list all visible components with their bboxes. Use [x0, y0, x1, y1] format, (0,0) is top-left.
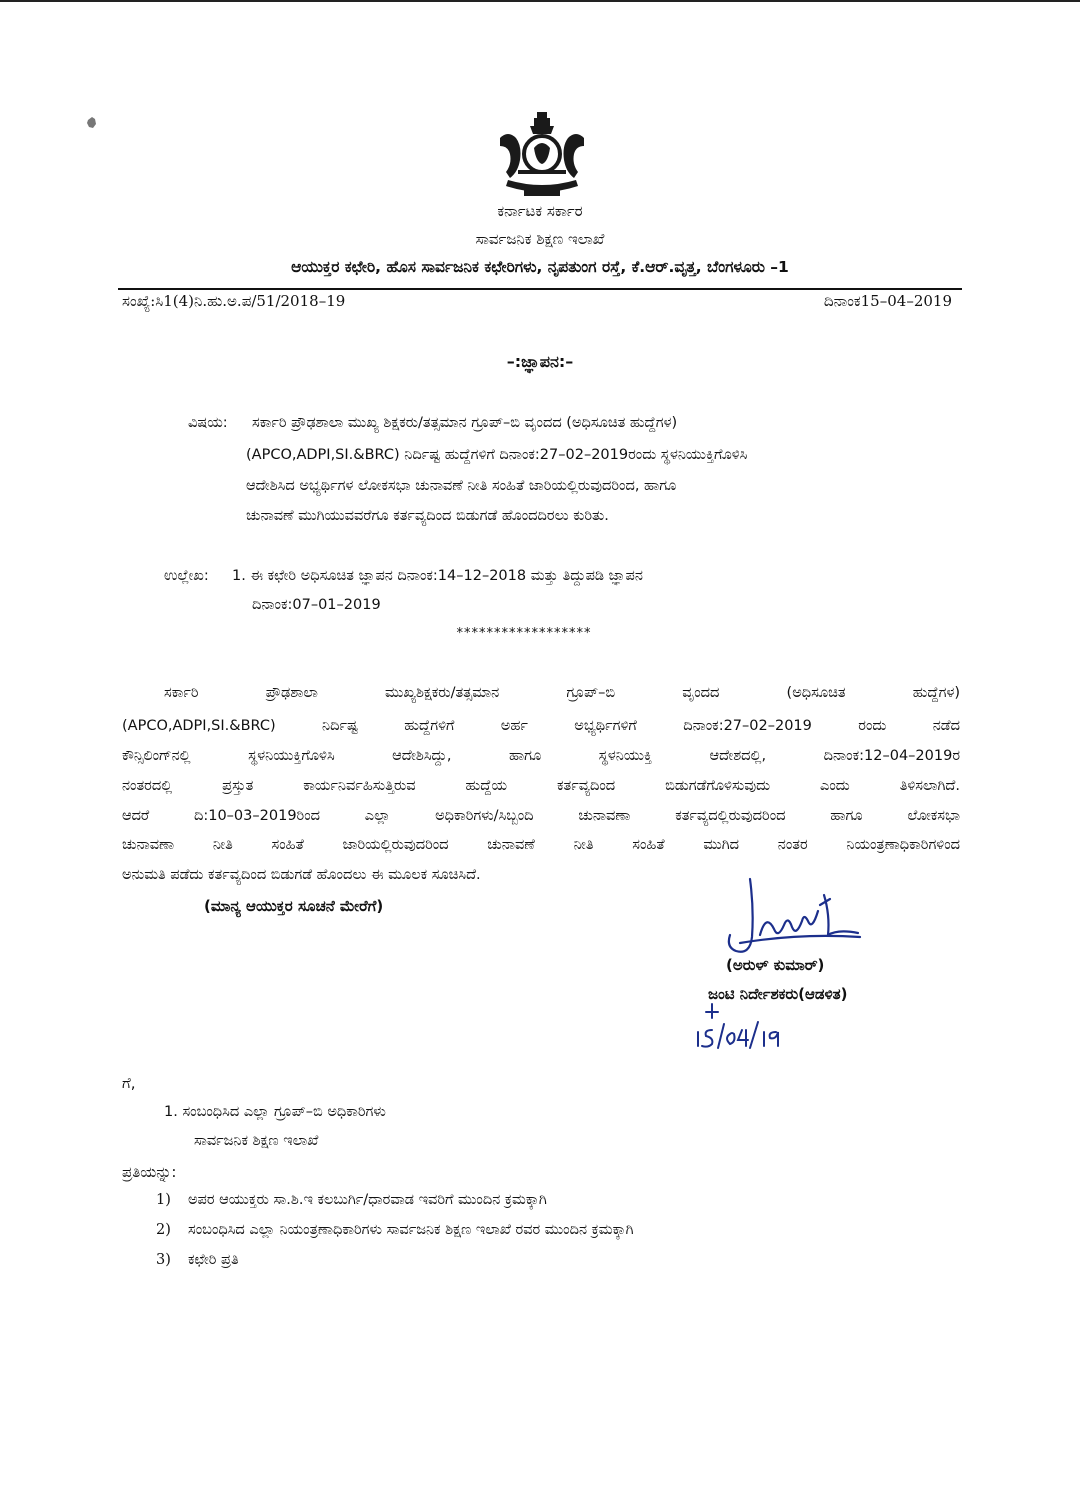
- body-line: ಚುನಾವಣಾ ನೀತಿ ಸಂಹಿತೆ ಜಾರಿಯಲ್ಲಿರುವುದರಿಂದ ಚುನಾವಣೆ ನೀತಿ ಸಂಹಿತೆ ಮುಗಿದ ನಂತರ ನಿಯಂತ್ರಣಾಧಿಕಾರಿಗಳಿಂದ: [122, 837, 960, 853]
- reference-line: ದಿನಾಂಕ:07–01–2019: [252, 597, 381, 613]
- copy-label: ಪ್ರತಿಯನ್ನು:: [122, 1163, 177, 1181]
- copy-item-number: 3): [156, 1252, 171, 1268]
- handwritten-signature: [720, 875, 870, 965]
- copy-item-text: ಅಪರ ಆಯುಕ್ತರು ಸಾ.ಶಿ.ಇ ಕಲಬುರ್ಗಿ/ಧಾರವಾಡ ಇವರಿಗೆ ಮುಂದಿನ ಕ್ರಮಕ್ಕಾಗಿ: [188, 1192, 547, 1208]
- recipient-line: ಸಾರ್ವಜನಿಕ ಶಿಕ್ಷಣ ಇಲಾಖೆ: [194, 1133, 319, 1149]
- subject-line: ಚುನಾವಣೆ ಮುಗಿಯುವವರೆಗೂ ಕರ್ತವ್ಯದಿಂದ ಬಿಡುಗಡೆ ಹೊಂದದಿರಲು ಕುರಿತು.: [246, 508, 609, 524]
- body-line: ನಂತರದಲ್ಲಿ ಪ್ರಸ್ತುತ ಕಾರ್ಯನಿರ್ವಹಿಸುತ್ತಿರುವ ಹುದ್ದೆಯ ಕರ್ತವ್ಯದಿಂದ ಬಿಡುಗಡೆಗೊಳಿಸುವುದು ಎಂದು ತಿಳಿಸಲಾಗಿದೆ.: [122, 778, 960, 794]
- government-name: ಕರ್ನಾಟಕ ಸರ್ಕಾರ: [497, 202, 583, 220]
- subject-line: ಸರ್ಕಾರಿ ಪ್ರೌಢಶಾಲಾ ಮುಖ್ಯ ಶಿಕ್ಷಕರು/ತತ್ಸಮಾನ ಗ್ರೂಪ್–ಬಿ ವೃಂದದ (ಅಧಿಸೂಚಿತ ಹುದ್ದೆಗಳ): [252, 415, 678, 431]
- handwritten-date: [694, 1002, 784, 1050]
- copy-item-text: ಕಛೇರಿ ಪ್ರತಿ: [188, 1252, 239, 1268]
- scan-speck: [86, 116, 98, 130]
- body-line: ಕೌನ್ಸಿಲಿಂಗ್‌ನಲ್ಲಿ ಸ್ಥಳನಿಯುಕ್ತಿಗೊಳಿಸಿ ಆದೇಶಿಸಿದ್ದು, ಹಾಗೂ ಸ್ಥಳನಿಯುಕ್ತಿ ಆದೇಶದಲ್ಲಿ, ದಿನಾಂಕ:12–04–2019ರ: [122, 748, 960, 764]
- subject-label: ವಿಷಯ:: [188, 415, 228, 431]
- copy-item-text: ಸಂಬಂಧಿಸಿದ ಎಲ್ಲಾ ನಿಯಂತ್ರಣಾಧಿಕಾರಿಗಳು ಸಾರ್ವಜನಿಕ ಶಿಕ್ಷಣ ಇಲಾಖೆ ರವರ ಮುಂದಿನ ಕ್ರಮಕ್ಕಾಗಿ: [188, 1222, 634, 1238]
- copy-item: [156, 1192, 547, 1208]
- reference-number: ಸಂಖ್ಯೆ:ಸಿ1(4)ನಿ.ಹು.ಅ.ಪ/51/2018–19: [122, 292, 346, 310]
- copy-item-number: 2): [156, 1222, 171, 1238]
- body-line: (APCO,ADPI,SI.&BRC) ನಿರ್ದಿಷ್ಟ ಹುದ್ದೆಗಳಿಗೆ ಅರ್ಹ ಅಭ್ಯರ್ಥಿಗಳಿಗೆ ದಿನಾಂಕ:27–02–2019 ರಂದು ನಡೆದ: [122, 718, 960, 734]
- body-line: ಆದರೆ ದಿ:10–03–2019ರಿಂದ ಎಲ್ಲಾ ಅಧಿಕಾರಿಗಳು/ಸಿಬ್ಬಂದಿ ಚುನಾವಣಾ ಕರ್ತವ್ಯದಲ್ಲಿರುವುದರಿಂದ ಹಾಗೂ ಲೋಕಸಭಾ: [122, 808, 960, 824]
- to-label: ಗೆ,: [122, 1074, 136, 1092]
- instruction-note: (ಮಾನ್ಯ ಆಯುಕ್ತರ ಸೂಚನೆ ಮೇರೆಗೆ): [204, 897, 384, 915]
- department-name: ಸಾರ್ವಜನಿಕ ಶಿಕ್ಷಣ ಇಲಾಖೆ: [475, 230, 605, 248]
- body-line: ಸರ್ಕಾರಿ ಪ್ರೌಢಶಾಲಾ ಮುಖ್ಯಶಿಕ್ಷಕರು/ತತ್ಸಮಾನ ಗ್ರೂಪ್–ಬಿ ವೃಂದದ (ಅಧಿಸೂಚಿತ ಹುದ್ದೆಗಳ): [164, 685, 960, 701]
- memo-heading: –:ಜ್ಞಾಪನ:–: [506, 352, 574, 371]
- separator: ******************: [456, 626, 592, 641]
- signer-name: (ಅರುಳ್ ಕುಮಾರ್): [726, 956, 825, 974]
- copy-item: [156, 1222, 634, 1238]
- reference-label: ಉಲ್ಲೇಖ:: [164, 568, 209, 584]
- body-line: ಅನುಮತಿ ಪಡೆದು ಕರ್ತವ್ಯದಿಂದ ಬಿಡುಗಡೆ ಹೊಂದಲು ಈ ಮೂಲಕ ಸೂಚಿಸಿದೆ.: [122, 867, 481, 883]
- header-rule: [118, 288, 962, 290]
- copy-item-number: 1): [156, 1192, 171, 1208]
- memo-date: ದಿನಾಂಕ15–04–2019: [823, 292, 952, 310]
- copy-item: [156, 1252, 239, 1268]
- signer-designation: ಜಂಟಿ ನಿರ್ದೇಶಕರು(ಆಡಳಿತ): [708, 985, 848, 1003]
- office-address: ಆಯುಕ್ತರ ಕಛೇರಿ, ಹೊಸ ಸಾರ್ವಜನಿಕ ಕಛೇರಿಗಳು, ನೃಪತುಂಗ ರಸ್ತೆ, ಕೆ.ಆರ್.ವೃತ್ತ, ಬೆಂಗಳೂರು –1: [291, 258, 789, 276]
- recipient-line: 1. ಸಂಬಂಧಿಸಿದ ಎಲ್ಲಾ ಗ್ರೂಪ್–ಬಿ ಅಧಿಕಾರಿಗಳು: [164, 1104, 386, 1120]
- state-emblem-icon: [494, 110, 590, 200]
- reference-line: 1. ಈ ಕಛೇರಿ ಅಧಿಸೂಚಿತ ಜ್ಞಾಪನ ದಿನಾಂಕ:14–12–2018 ಮತ್ತು ತಿದ್ದುಪಡಿ ಜ್ಞಾಪನ: [232, 568, 643, 584]
- subject-line: (APCO,ADPI,SI.&BRC) ನಿರ್ದಿಷ್ಟ ಹುದ್ದೆಗಳಿಗೆ ದಿನಾಂಕ:27–02–2019ರಂದು ಸ್ಥಳನಿಯುಕ್ತಿಗೊಳಿಸಿ: [246, 447, 748, 463]
- subject-line: ಆದೇಶಿಸಿದ ಅಭ್ಯರ್ಥಿಗಳ ಲೋಕಸಭಾ ಚುನಾವಣೆ ನೀತಿ ಸಂಹಿತೆ ಜಾರಿಯಲ್ಲಿರುವುದರಿಂದ, ಹಾಗೂ: [246, 478, 677, 494]
- page-top-border: [0, 0, 1080, 2]
